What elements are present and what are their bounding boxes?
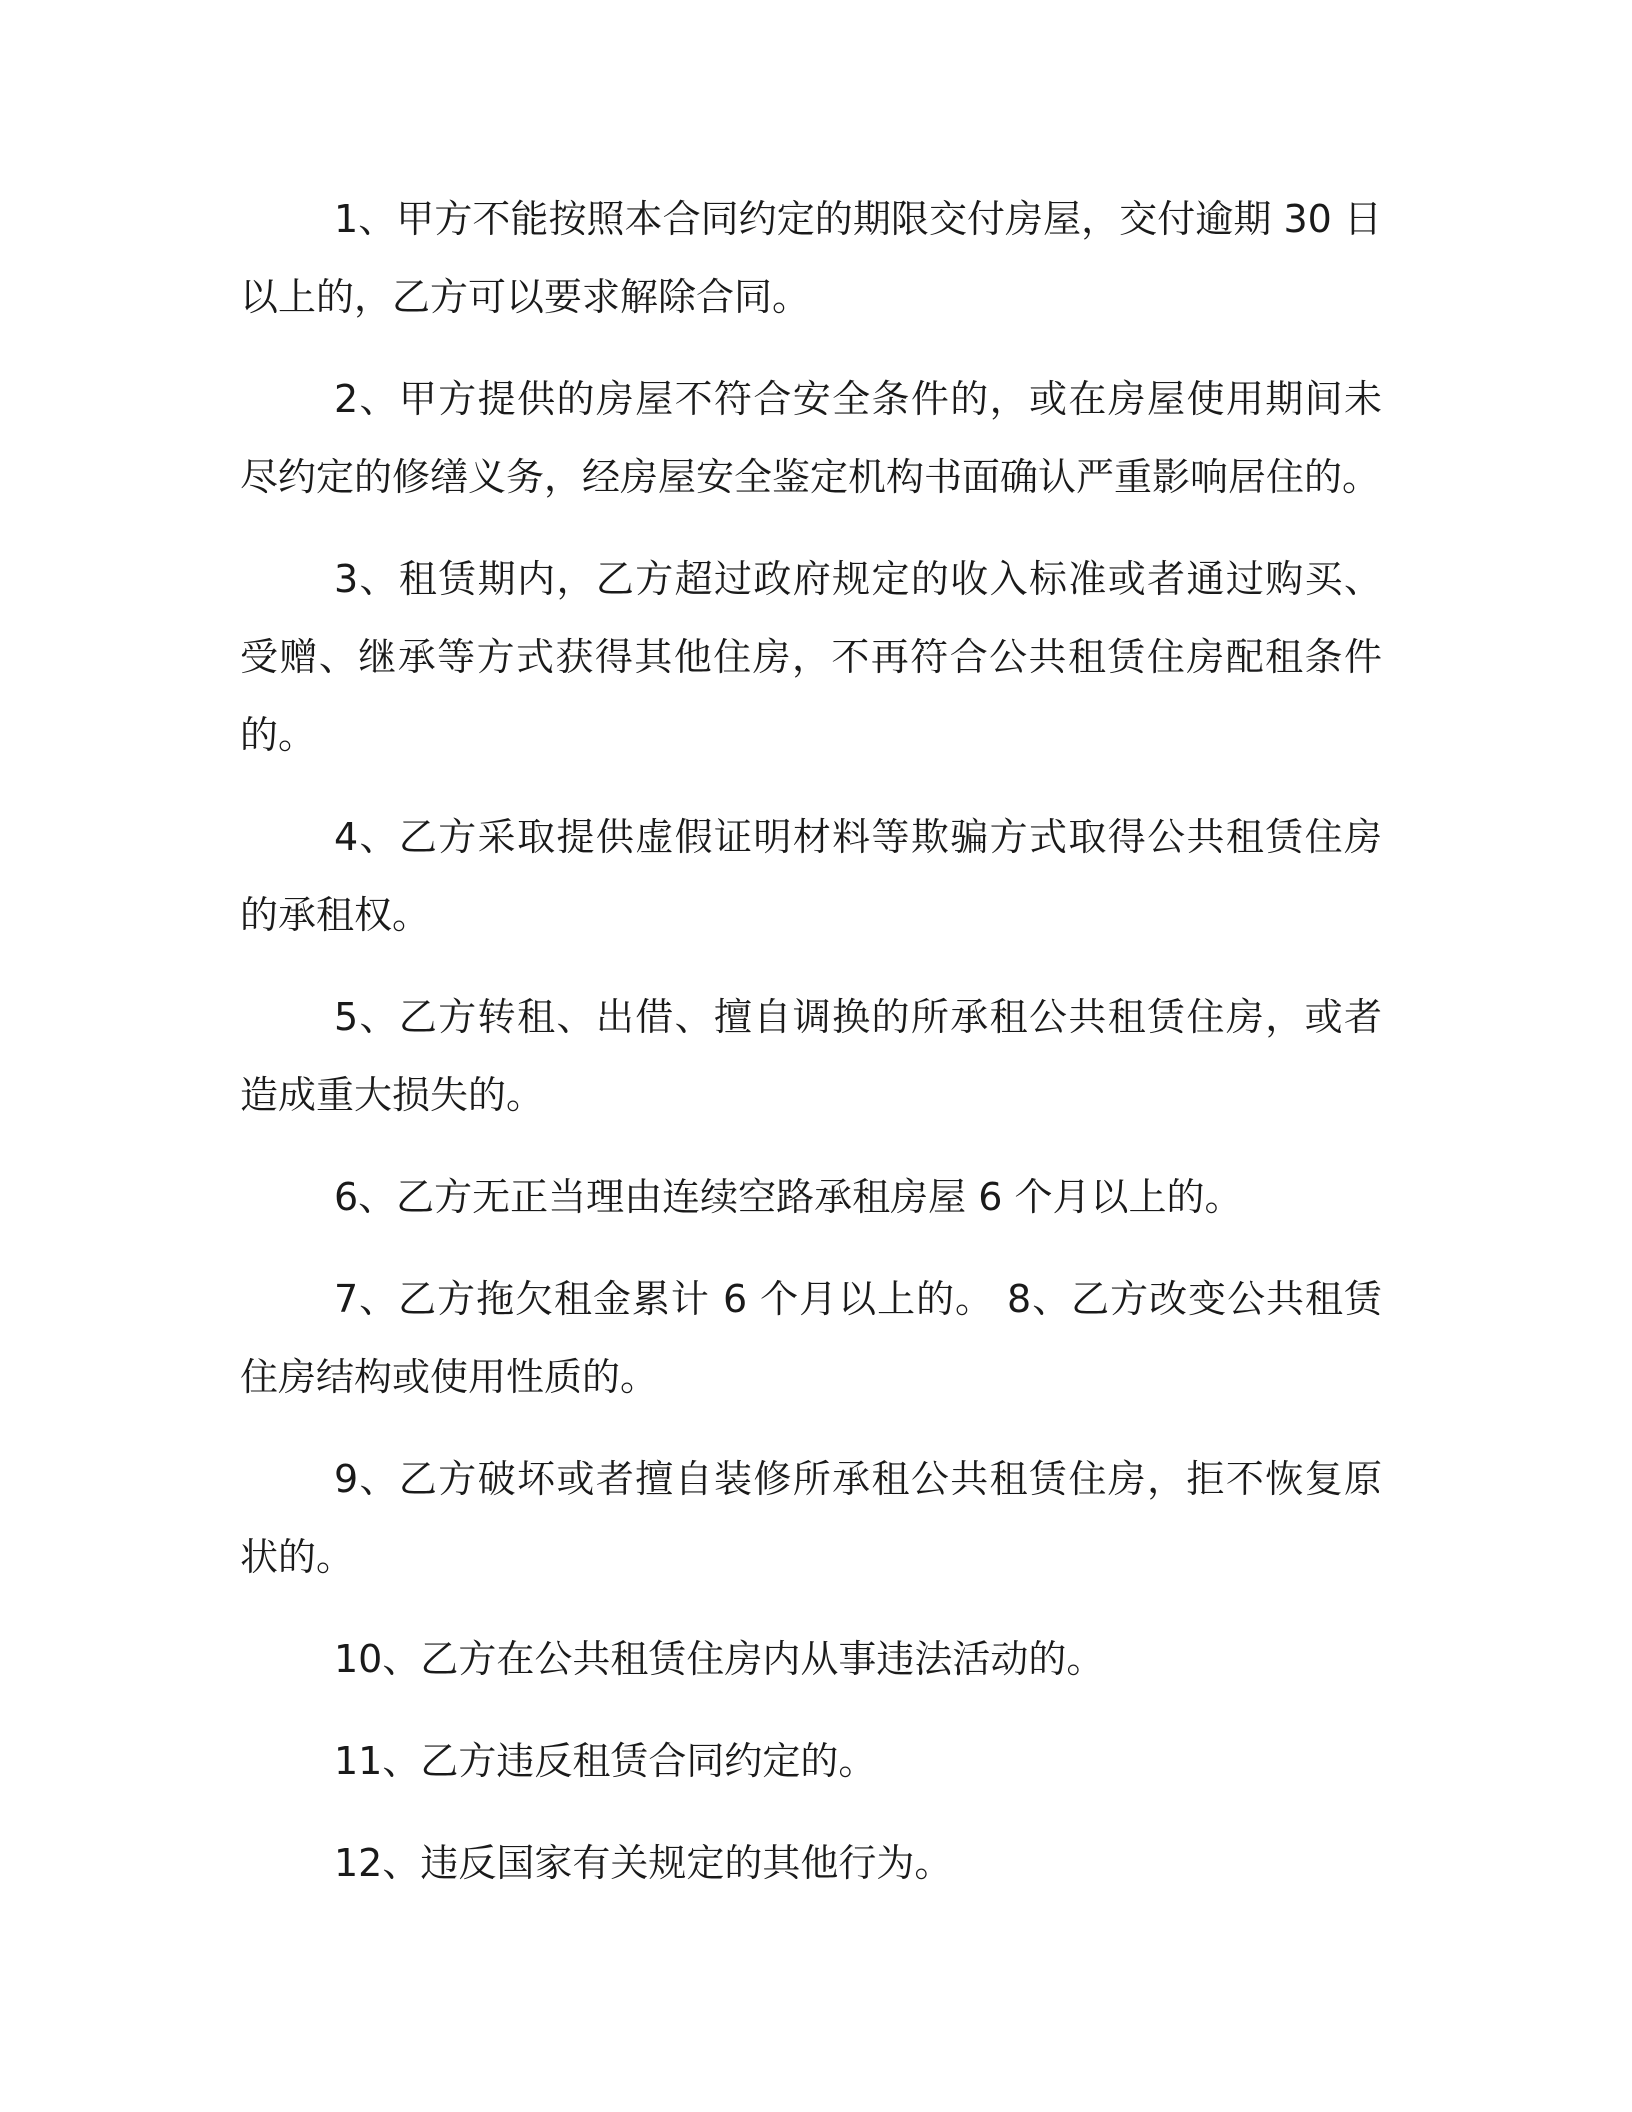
clause-6: 6、乙方无正当理由连续空路承租房屋 6 个月以上的。 bbox=[334, 1175, 1243, 1219]
clause-3: 3、租赁期内，乙方超过政府规定的收入标准或者通过购买、受赠、继承等方式获得其他住房，不再符合公共租赁住房配租条件的。 bbox=[240, 557, 1382, 757]
clause-5: 5、乙方转租、出借、擅自调换的所承租公共租赁住房，或者造成重大损失的。 bbox=[240, 995, 1382, 1117]
clause-9: 9、乙方破坏或者擅自装修所承租公共租赁住房，拒不恢复原状的。 bbox=[240, 1457, 1382, 1579]
document-body bbox=[240, 180, 1382, 1926]
clause-12: 12、违反国家有关规定的其他行为。 bbox=[334, 1841, 953, 1885]
clause-2: 2、甲方提供的房屋不符合安全条件的，或在房屋使用期间未尽约定的修缮义务，经房屋安全鉴定机构书面确认严重影响居住的。 bbox=[240, 377, 1382, 499]
clause-10: 10、乙方在公共租赁住房内从事违法活动的。 bbox=[334, 1637, 1105, 1681]
clause-11: 11、乙方违反租赁合同约定的。 bbox=[334, 1739, 877, 1783]
clause-7-8: 7、乙方拖欠租金累计 6 个月以上的。 8、乙方改变公共租赁住房结构或使用性质的。 bbox=[240, 1277, 1382, 1399]
clause-4: 4、乙方采取提供虚假证明材料等欺骗方式取得公共租赁住房的承租权。 bbox=[240, 815, 1382, 937]
clause-1: 1、甲方不能按照本合同约定的期限交付房屋，交付逾期 30 日以上的，乙方可以要求解除合同。 bbox=[240, 197, 1382, 319]
